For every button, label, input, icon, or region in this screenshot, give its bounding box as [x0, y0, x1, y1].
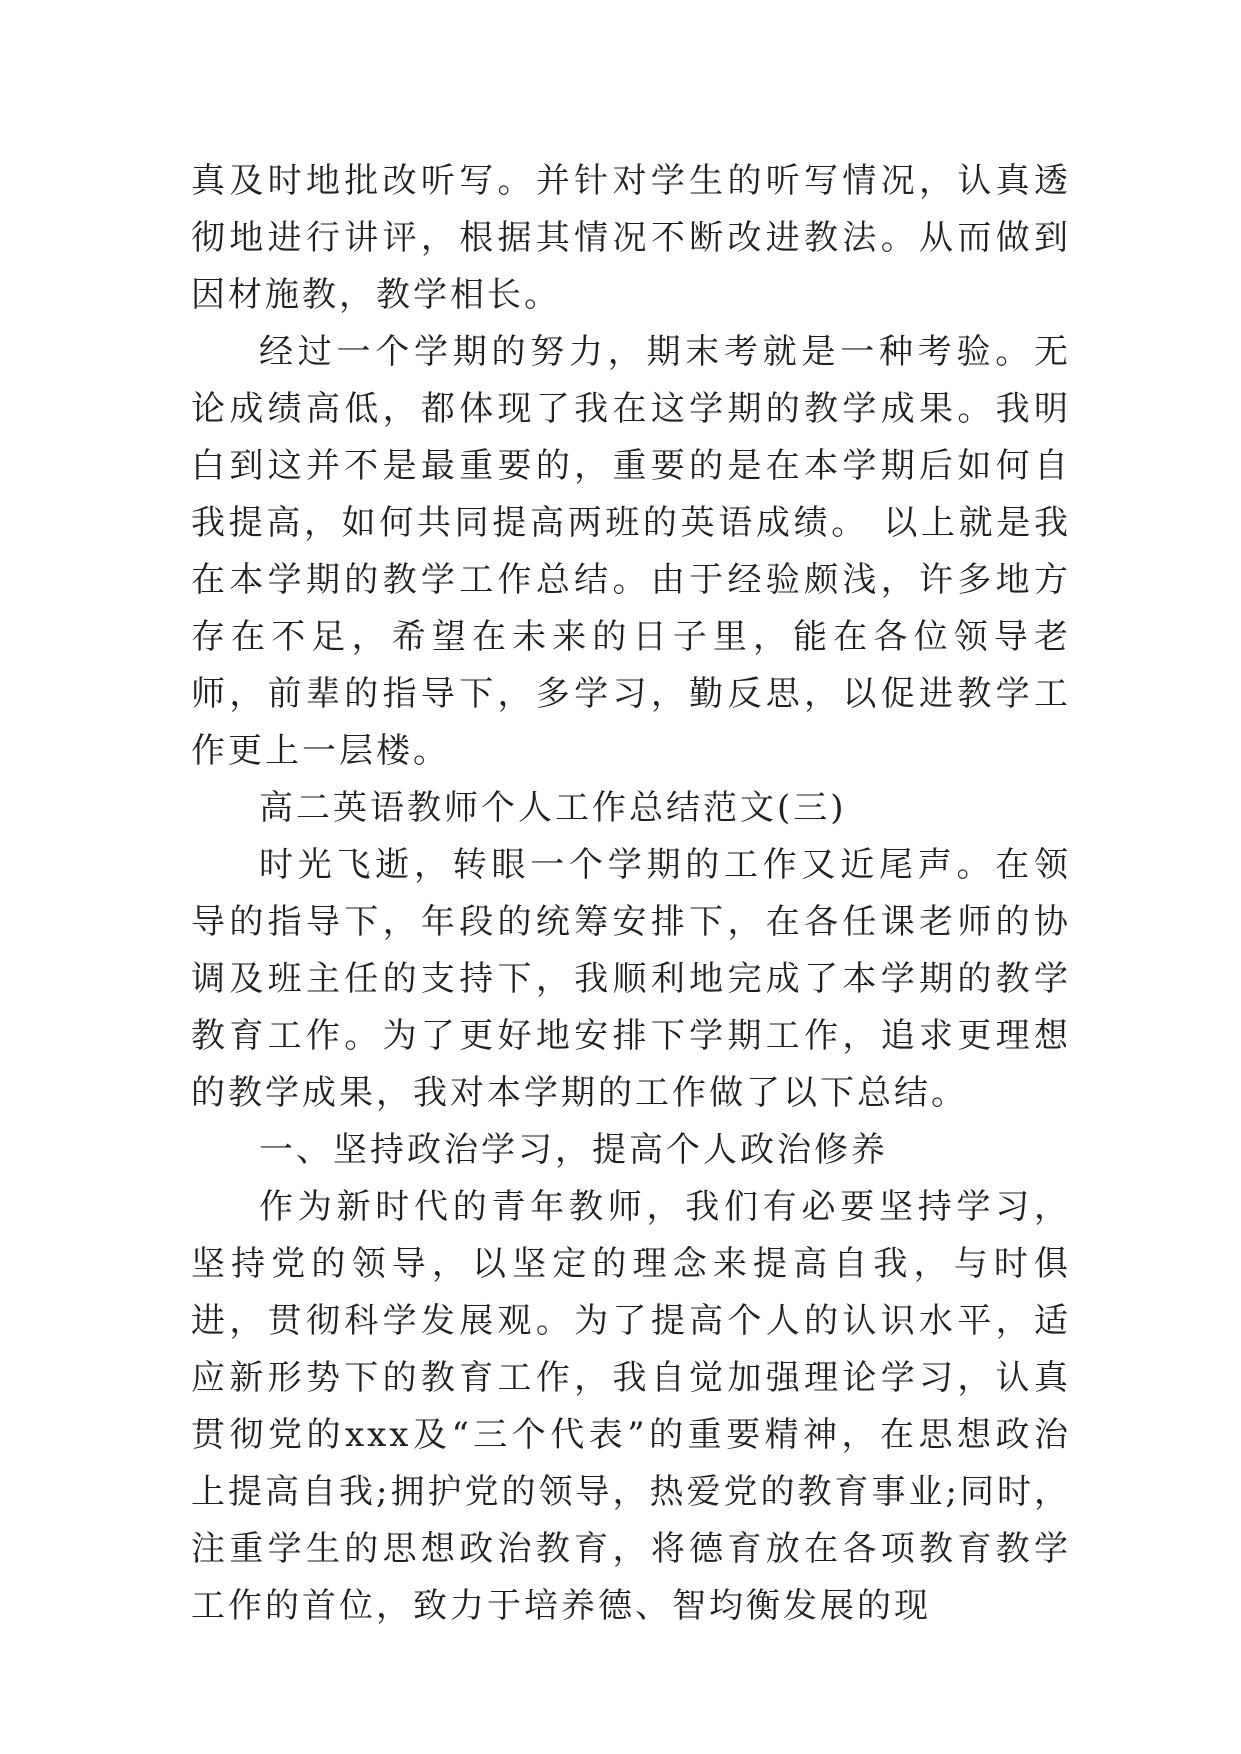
paragraph-2: 经过一个学期的努力，期末考就是一种考验。无论成绩高低，都体现了我在这学期的教学成果。我明白到这并不是最重要的，重要的是在本学期后如何自我提高，如何共同提高两班的英语成绩。 以上就是我在本学期的教学工作总结。由于经验颇浅，许多地方存在不足，希望在未来的日子里，能在各位领导老师，前辈的指导下，多学习，勤反思，以促进教学工作更上一层楼。 — [191, 332, 1071, 771]
paragraph-4: 时光飞逝，转眼一个学期的工作又近尾声。在领导的指导下，年段的统筹安排下，在各任课老师的协调及班主任的支持下，我顺利地完成了本学期的教学教育工作。为了更好地安排下学期工作，追求更理想的教学成果，我对本学期的工作做了以下总结。 — [191, 845, 1071, 1113]
subheading-politics: 一、坚持政治学习，提高个人政治修养 — [259, 1130, 888, 1170]
section-heading-3: 高二英语教师个人工作总结范文(三) — [259, 788, 847, 828]
paragraph-1: 真及时地批改听写。并针对学生的听写情况，认真透彻地进行讲评，根据其情况不断改进教法。从而做到因材施教，教学相长。 — [191, 161, 1071, 315]
paragraph-6: 作为新时代的青年教师，我们有必要坚持学习，坚持党的领导，以坚定的理念来提高自我，与时俱进，贯彻科学发展观。为了提高个人的认识水平，适应新形势下的教育工作，我自觉加强理论学习，认真贯彻党的xxx及“三个代表”的重要精神，在思想政治上提高自我;拥护党的领导，热爱党的教育事业;同时，注重学生的思想政治教育，将德育放在各项教育教学工作的首位，致力于培养德、智均衡发展的现 — [191, 1187, 1071, 1626]
document-body — [191, 153, 1071, 1635]
